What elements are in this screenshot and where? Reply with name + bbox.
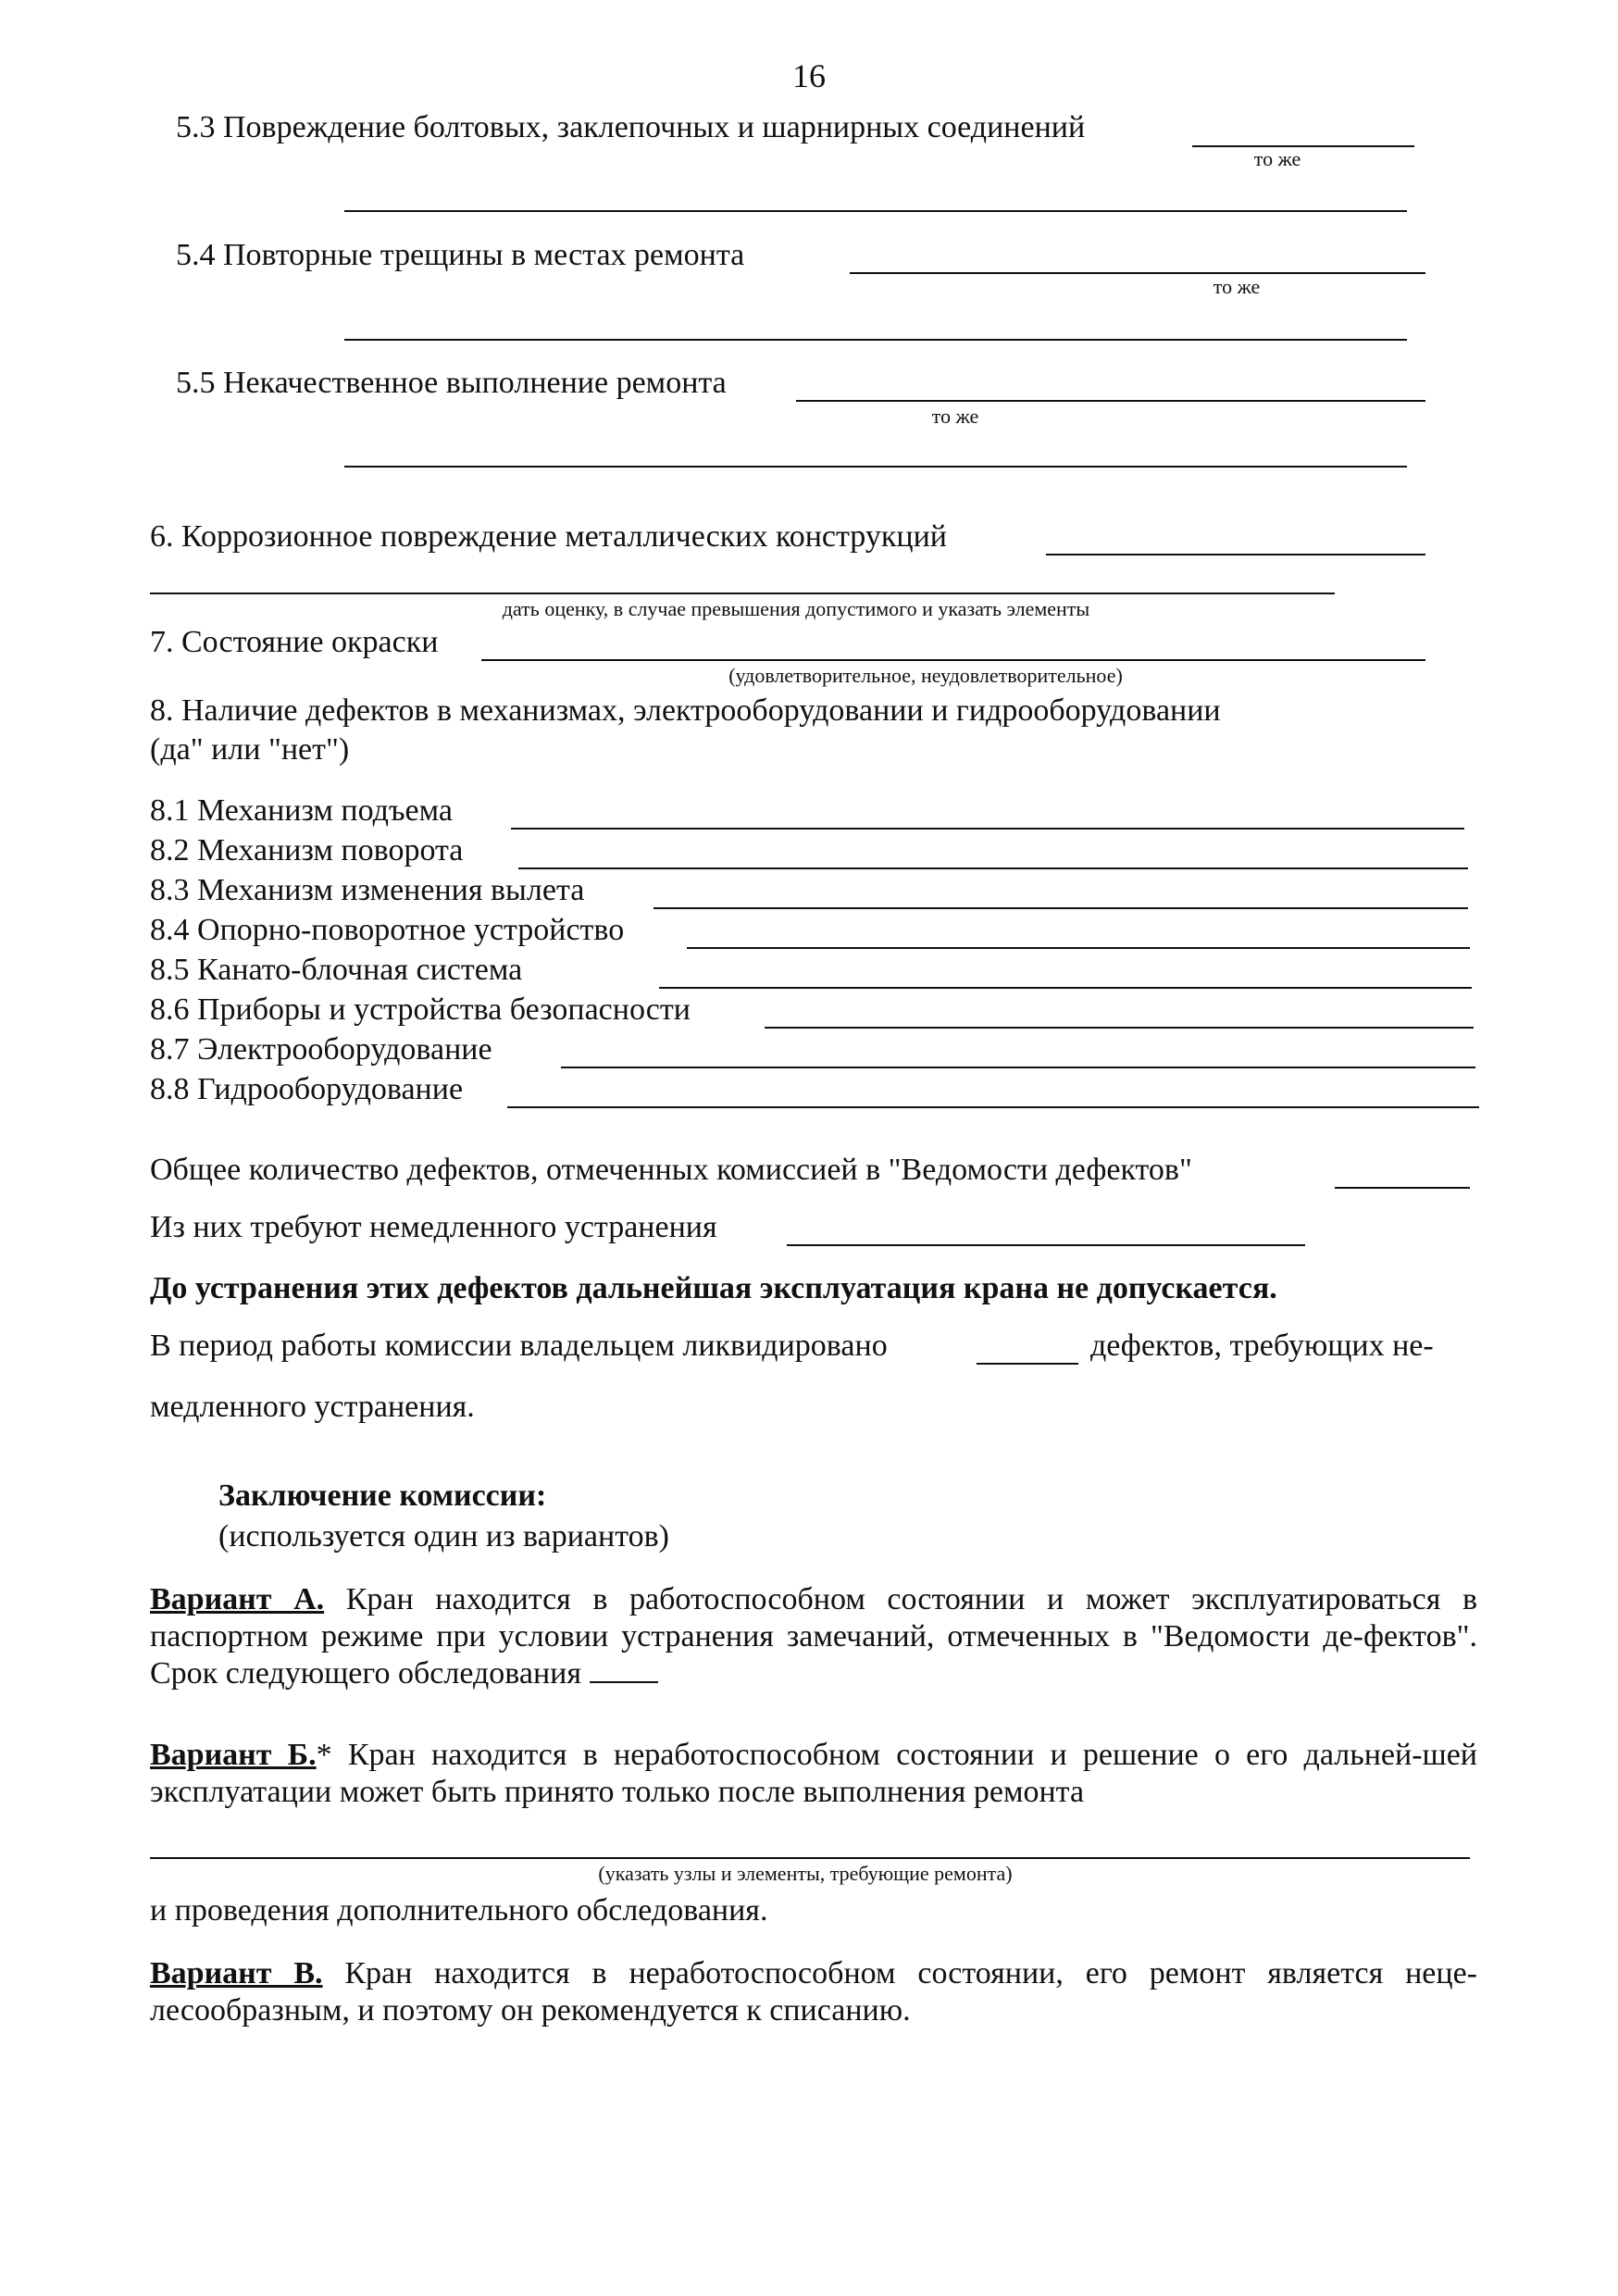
- liquidated-label-a: В период работы комиссии владельцем ликвидировано: [150, 1329, 888, 1363]
- item-5-4-field-line2[interactable]: [344, 339, 1407, 341]
- operation-warning: До устранения этих дефектов дальнейшая эксплуатация крана не допускается.: [150, 1271, 1277, 1305]
- item-5-4-label: 5.4 Повторные трещины в местах ремонта: [176, 238, 745, 272]
- repair-elements-field[interactable]: [150, 1857, 1470, 1859]
- item-8-7-field[interactable]: [561, 1067, 1475, 1068]
- variant-c-text: Кран находится в неработоспособном состоянии, его ремонт является неце-лесообразным, и поэтому он рекомендуется к списанию.: [150, 1956, 1477, 2028]
- item-8-6-field[interactable]: [765, 1027, 1474, 1029]
- immediate-defects-field[interactable]: [787, 1244, 1305, 1246]
- variant-b-text2: и проведения дополнительного обследования.: [150, 1893, 768, 1928]
- item-8-5-label: 8.5 Канато-блочная система: [150, 953, 523, 987]
- item-8-1-label: 8.1 Механизм подъема: [150, 793, 453, 828]
- item-8-title: 8. Наличие дефектов в механизмах, электрооборудовании и гидрооборудовании: [150, 693, 1221, 728]
- item-6-field[interactable]: [1046, 554, 1425, 555]
- variant-b-label: Вариант Б.: [150, 1738, 317, 1772]
- total-defects-label: Общее количество дефектов, отмеченных комиссией в "Ведомости дефектов": [150, 1153, 1192, 1187]
- item-5-4-hint: то же: [1213, 275, 1261, 298]
- item-5-3-field[interactable]: [1192, 145, 1414, 147]
- item-5-5-field[interactable]: [796, 400, 1425, 402]
- item-7-label: 7. Состояние окраски: [150, 625, 439, 659]
- item-5-5-label: 5.5 Некачественное выполнение ремонта: [176, 366, 727, 400]
- variant-b-paragraph: [150, 1737, 1477, 1811]
- item-7-hint: (удовлетворительное, неудовлетворительное): [728, 664, 1123, 687]
- item-7-field[interactable]: [481, 659, 1425, 661]
- item-8-8-field[interactable]: [507, 1106, 1479, 1108]
- item-8-5-field[interactable]: [659, 987, 1472, 989]
- item-5-4-field[interactable]: [850, 272, 1425, 274]
- item-8-1-field[interactable]: [511, 828, 1464, 830]
- page-number: 16: [792, 57, 826, 94]
- item-8-2-label: 8.2 Механизм поворота: [150, 833, 464, 867]
- item-8-6-label: 8.6 Приборы и устройства безопасности: [150, 992, 691, 1027]
- item-8-2-field[interactable]: [518, 867, 1468, 869]
- variant-a-paragraph: [150, 1581, 1477, 1692]
- immediate-defects-label: Из них требуют немедленного устранения: [150, 1210, 717, 1244]
- item-5-5-field-line2[interactable]: [344, 466, 1407, 468]
- item-8-4-field[interactable]: [687, 947, 1470, 949]
- item-8-title-line2: (да" или "нет"): [150, 732, 350, 767]
- variant-c-label: Вариант В.: [150, 1956, 323, 1990]
- liquidated-field[interactable]: [977, 1363, 1078, 1365]
- conclusion-title: Заключение комиссии:: [218, 1479, 547, 1513]
- liquidated-label-c: медленного устранения.: [150, 1390, 475, 1424]
- variant-b-text: Кран находится в неработоспособном состоянии и решение о его дальней-шей эксплуатации может быть принято только после выполнения ремонта: [150, 1738, 1477, 1809]
- item-8-3-field[interactable]: [653, 907, 1468, 909]
- variant-c-paragraph: [150, 1955, 1477, 2029]
- item-5-3-hint: то же: [1253, 147, 1301, 170]
- item-8-8-label: 8.8 Гидрооборудование: [150, 1072, 464, 1106]
- item-8-4-label: 8.4 Опорно-поворотное устройство: [150, 913, 625, 947]
- item-6-label: 6. Коррозионное повреждение металлических конструкций: [150, 519, 947, 554]
- item-5-3-label: 5.3 Повреждение болтовых, заклепочных и шарнирных соединений: [176, 110, 1086, 144]
- liquidated-label-b: дефектов, требующих не-: [1090, 1329, 1434, 1363]
- item-5-3-field-line2[interactable]: [344, 210, 1407, 212]
- repair-elements-hint: (указать узлы и элементы, требующие ремонта): [598, 1862, 1013, 1885]
- next-inspection-field[interactable]: [590, 1655, 658, 1683]
- item-8-3-label: 8.3 Механизм изменения вылета: [150, 873, 585, 907]
- variant-a-text: Кран находится в работоспособном состоянии и может эксплуатироваться в паспортном режиме при условии устранения замечаний, отмеченных в "Ведомости де-фектов". Срок следующего обследования: [150, 1582, 1477, 1691]
- conclusion-subtitle: (используется один из вариантов): [218, 1519, 669, 1554]
- variant-b-star: *: [316, 1738, 332, 1772]
- total-defects-field[interactable]: [1335, 1187, 1470, 1189]
- item-8-7-label: 8.7 Электрооборудование: [150, 1032, 492, 1067]
- variant-a-label: Вариант А.: [150, 1582, 325, 1616]
- item-5-5-hint: то же: [931, 405, 979, 428]
- item-6-hint: дать оценку, в случае превышения допустимого и указать элементы: [502, 597, 1090, 620]
- item-6-field-line2[interactable]: [150, 593, 1335, 594]
